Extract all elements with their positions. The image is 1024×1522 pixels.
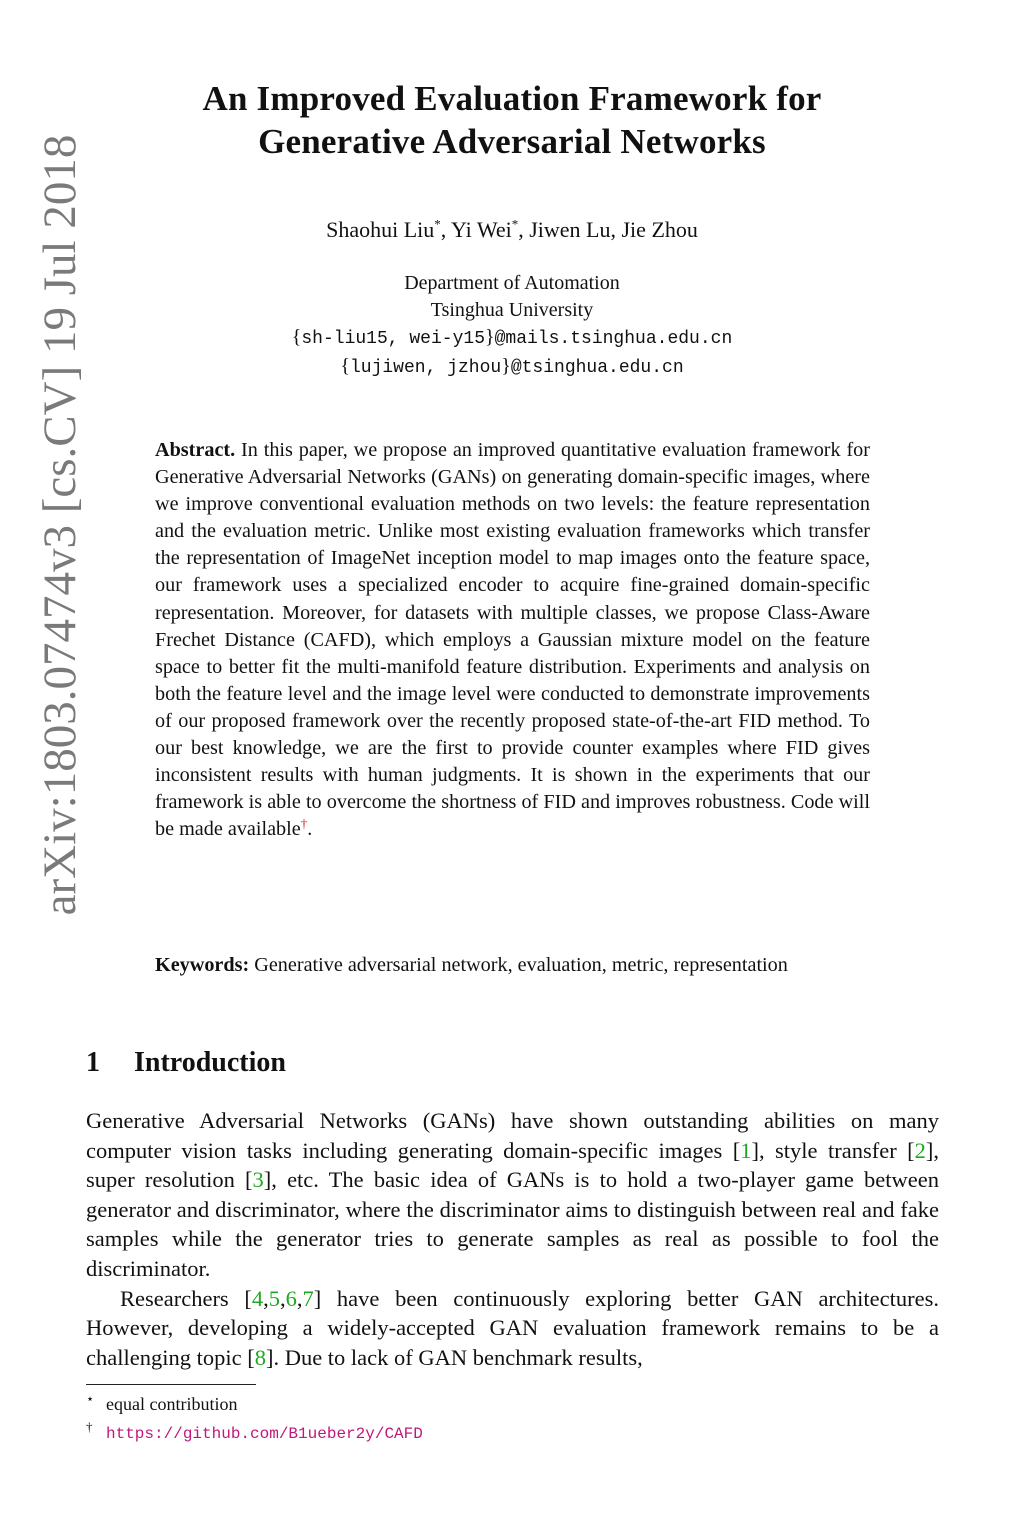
- email-domain: @tsinghua.edu.cn: [510, 358, 684, 378]
- title-line-1: An Improved Evaluation Framework for: [202, 79, 822, 118]
- keywords: [155, 952, 870, 979]
- department-name: Department of Automation: [404, 272, 620, 294]
- footnote-equal-contribution: ⋆ equal contribution: [86, 1391, 238, 1414]
- citation-link[interactable]: 1: [740, 1137, 752, 1163]
- author-list: Shaohui Liu*, Yi Wei*, Jiwen Lu, Jie Zhou: [326, 216, 698, 242]
- footnote-code-url: † https://github.com/B1ueber2y/CAFD: [86, 1419, 423, 1443]
- github-link[interactable]: https://github.com/B1ueber2y/CAFD: [106, 1425, 423, 1443]
- paragraph: Researchers [4,5,6,7] have been continuously exploring better GAN architectures. However, developing a widely-accepted GAN evaluation framework remains to be a challenging topic [8]. Due to lack of GAN benchmark results,: [86, 1285, 939, 1370]
- paragraph: Generative Adversarial Networks (GANs) have shown outstanding abilities on many computer vision tasks including generating domain-specific images [1], style transfer [2], super resolution [3], etc. The basic idea of GANs is to hold a two-player game between generator and discriminator, where the discriminator aims to distinguish between real and fake samples while the generator tries to generate samples as real as possible to fool the discriminator.: [86, 1108, 939, 1281]
- abstract: Abstract. In this paper, we propose an improved quantitative evaluation framework for Generative Adversarial Networks (GANs) on generating domain-specific images, where we improve conventional evaluation methods on two levels: the feature representation and the evaluation metric. Unlike most existing evaluation frameworks which transfer the representation of ImageNet inception model to map images onto the feature space, our framework uses a specialized encoder to acquire fine-grained domain-specific representation. Moreover, for datasets with multiple classes, we propose Class-Aware Frechet Distance (CAFD), which employs a Gaussian mixture model on the feature space to better fit the multi-manifold feature distribution. Experiments and analysis on both the feature level and the image level were conducted to demonstrate improvements of our proposed framework over the recently proposed state-of-the-art FID method. To our best knowledge, we are the first to provide counter examples where FID gives inconsistent results with human judgments. It is shown in the experiments that our framework is able to overcome the shortness of FID and improves robustness. Code will be made available†.: [155, 439, 871, 841]
- citation-link[interactable]: 6: [285, 1285, 297, 1311]
- email-users: lujiwen, jzhou: [349, 358, 502, 378]
- email-users: sh-liu15, wei-y15: [301, 329, 485, 349]
- citation-link[interactable]: 3: [252, 1167, 264, 1193]
- title-line-2: Generative Adversarial Networks: [258, 122, 766, 161]
- citation-link[interactable]: 5: [268, 1285, 280, 1311]
- paper-title: [110, 77, 914, 163]
- citation-link[interactable]: 4: [251, 1285, 264, 1311]
- citation-link[interactable]: 8: [254, 1344, 266, 1370]
- citation-link[interactable]: 7: [302, 1285, 314, 1311]
- arxiv-identifier-stamp: arXiv:1803.07474v3 [cs.CV] 19 Jul 2018: [34, 134, 86, 916]
- keywords-label: Keywords:: [155, 954, 250, 976]
- footnote-divider: [86, 1384, 256, 1385]
- affiliation-block: [110, 270, 914, 382]
- author-name: Shaohui Liu: [326, 217, 435, 242]
- introduction-body: [86, 1106, 939, 1372]
- equal-contribution-mark: *: [511, 216, 519, 232]
- citation-link[interactable]: 2: [914, 1137, 926, 1163]
- equal-contribution-mark: *: [434, 216, 441, 232]
- university-name: Tsinghua University: [430, 299, 594, 321]
- section-number: 1: [86, 1047, 100, 1078]
- section-title: Introduction: [134, 1047, 286, 1078]
- author-name: Yi Wei: [450, 217, 512, 242]
- footnotes: [86, 1390, 423, 1448]
- email-line-1: {sh-liu15, wei-y15}@mails.tsinghua.edu.cn: [291, 326, 733, 349]
- abstract-label: Abstract.: [155, 439, 236, 461]
- abstract-text: In this paper, we propose an improved quantitative evaluation framework for Generative Adversarial Networks (GANs) on generating domain-specific images, where we improve conventional evaluation methods on two levels: the feature representation and the evaluation metric. Unlike most existing evaluation frameworks which transfer the representation of ImageNet inception model to map images onto the feature space, our framework uses a specialized encoder to acquire fine-grained domain-specific representation. Moreover, for datasets with multiple classes, we propose Class-Aware Frechet Distance (CAFD), which employs a Gaussian mixture model on the feature space to better fit the multi-manifold feature distribution. Experiments and analysis on both the feature level and the image level were conducted to demonstrate improvements of our proposed framework over the recently proposed state-of-the-art FID method. To our best knowledge, we are the first to provide counter examples where FID gives inconsistent results with human judgments. It is shown in the experiments that our framework is able to overcome the shortness of FID and improves robustness. Code will be made available: [155, 439, 871, 841]
- author-name: Jie Zhou: [621, 217, 698, 242]
- author-name: Jiwen Lu: [529, 217, 611, 242]
- email-domain: @mails.tsinghua.edu.cn: [494, 329, 733, 349]
- footnote-dagger-link[interactable]: †: [300, 815, 308, 831]
- email-line-2: {lujiwen, jzhou}@tsinghua.edu.cn: [340, 355, 684, 378]
- section-heading-introduction: [86, 1047, 286, 1079]
- keywords-text: Generative adversarial network, evaluation, metric, representation: [254, 954, 788, 976]
